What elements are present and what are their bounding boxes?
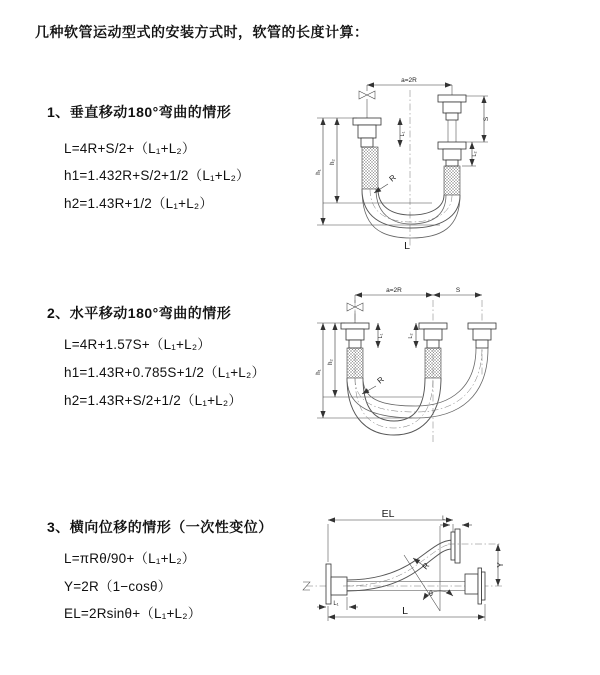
left-fitting [353, 118, 381, 147]
dim-label-a2r: a=2R [386, 287, 402, 294]
left-hose-braid [362, 147, 378, 189]
right-fitting [468, 323, 496, 348]
dim-label-h2: h₂ [330, 159, 336, 165]
right-flange-upper [451, 529, 460, 563]
length-label: L [402, 605, 408, 617]
dim-label-s: S [483, 116, 490, 122]
hose-u-shifted [347, 348, 488, 418]
angle-arc [423, 591, 453, 600]
dim-label-l1: L₁ [333, 601, 339, 607]
section3-formula-Y: Y=2R（1−cosθ） [64, 579, 172, 594]
dim-label-l1: L₁ [400, 131, 406, 137]
dim-label-el: EL [381, 508, 395, 520]
dim-label-l2: L₂ [472, 151, 478, 157]
section1-formula-L: L=4R+S/2+（L₁+L₂） [64, 141, 196, 156]
dim-label-h2: h₂ [328, 359, 334, 365]
dim-label-a2r: a=2R [401, 77, 417, 84]
dim-label-s: S [455, 287, 461, 294]
left-hose-braid [347, 348, 363, 378]
section3-heading: 3、横向位移的情形（一次性变位） [47, 519, 273, 535]
dim-label-l2: L₂ [408, 333, 414, 339]
diagram-vertical-180-bend [312, 72, 590, 257]
middle-hose-braid [425, 348, 441, 378]
radius-label: R [420, 561, 432, 572]
section1-heading: 1、垂直移动180°弯曲的情形 [47, 104, 232, 120]
section1-formula-h2: h2=1.43R+1/2（L₁+L₂） [64, 196, 214, 211]
section2-heading: 2、水平移动180°弯曲的情形 [47, 305, 232, 321]
hose-s-curve [343, 540, 452, 591]
valve-icon [359, 85, 375, 118]
section2-formula-h2: h2=1.43R+S/2+1/2（L₁+L₂） [64, 393, 243, 408]
radius-label: R [387, 172, 398, 184]
angle-label: θ [429, 591, 433, 598]
dim-label-h1: h₁ [316, 169, 322, 175]
dim-label-h1: h₁ [316, 369, 322, 375]
section3-formula-EL: EL=2Rsinθ+（L₁+L₂） [64, 606, 202, 621]
left-flange [326, 564, 347, 604]
section2-formula-h1: h1=1.43R+0.785S+1/2（L₁+L₂） [64, 365, 266, 380]
valve-icon [347, 295, 363, 323]
dim-label-l2: L₂ [442, 516, 448, 522]
radius-label: R [375, 374, 386, 386]
right-fitting-lower [438, 142, 466, 166]
section3-formula-L: L=πRθ/90+（L₁+L₂） [64, 551, 196, 566]
left-fitting [341, 323, 369, 348]
diagram-horizontal-180-bend [312, 282, 590, 467]
middle-fitting [419, 323, 447, 348]
length-label: L [404, 240, 410, 252]
page-title: 几种软管运动型式的安装方式时，软管的长度计算： [35, 24, 369, 40]
right-flange-lower [465, 568, 485, 604]
section1-formula-h1: h1=1.432R+S/2+1/2（L₁+L₂） [64, 168, 250, 183]
right-hose-braid [444, 166, 460, 195]
hose-u-curves [362, 189, 460, 238]
right-fitting-upper [438, 95, 466, 120]
dim-label-y: Y [496, 562, 505, 568]
dim-label-l1: L₁ [378, 333, 384, 339]
diagram-lateral-displacement [298, 498, 596, 648]
section2-formula-L: L=4R+1.57S+（L₁+L₂） [64, 337, 211, 352]
